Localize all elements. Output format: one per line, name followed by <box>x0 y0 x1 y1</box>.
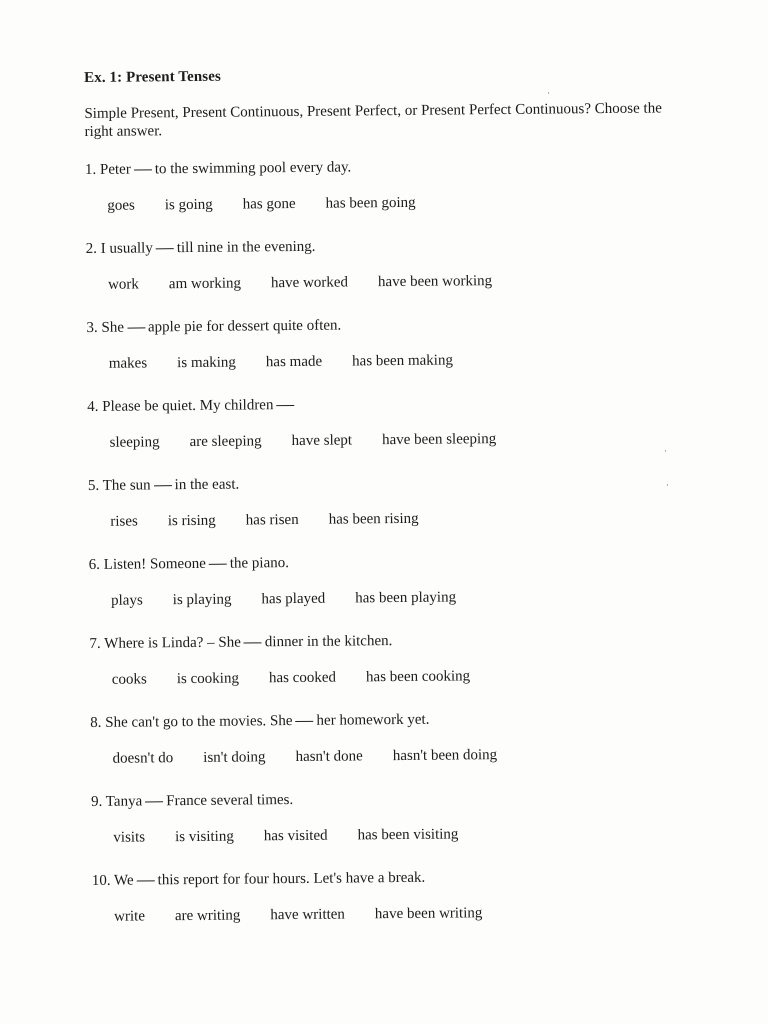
answer-blank[interactable] <box>134 169 152 170</box>
answer-option[interactable]: is playing <box>172 591 232 609</box>
answer-option[interactable]: rises <box>110 513 138 530</box>
question-text-before: Please be quiet. My children <box>102 397 274 415</box>
answer-option[interactable]: am working <box>168 275 242 293</box>
answer-option[interactable]: have been writing <box>374 905 483 923</box>
exercise-title: Ex. 1: Present Tenses <box>84 68 221 86</box>
question-text-before: The sun <box>102 477 151 494</box>
answer-option[interactable]: has been making <box>352 352 454 370</box>
question-text-after: till nine in the evening. <box>176 238 316 257</box>
answer-option[interactable]: have been working <box>377 273 493 291</box>
answer-option[interactable]: are writing <box>174 907 241 925</box>
answer-blank[interactable] <box>137 880 155 881</box>
scan-speck: · <box>664 446 667 456</box>
exercise-sheet <box>84 64 672 951</box>
answer-blank[interactable] <box>209 564 227 565</box>
answer-option[interactable]: has been rising <box>328 510 419 528</box>
answer-options <box>110 511 448 531</box>
question-item <box>87 392 668 477</box>
answer-option[interactable]: hasn't been doing <box>392 747 498 765</box>
question-text-before: She <box>101 319 125 336</box>
answer-option[interactable]: has visited <box>263 827 328 845</box>
answer-blank[interactable] <box>276 405 294 406</box>
answer-option[interactable]: has gone <box>242 195 296 213</box>
answer-option[interactable]: makes <box>108 355 148 372</box>
scan-speck: · <box>666 480 669 490</box>
question-item <box>88 471 669 556</box>
answer-option[interactable]: write <box>114 908 146 925</box>
question-text-after: in the east. <box>174 476 240 494</box>
question-text-after: her homework yet. <box>316 711 430 729</box>
question-number: 9. <box>90 793 103 810</box>
answer-option[interactable]: doesn't do <box>112 750 174 767</box>
answer-options <box>113 747 528 768</box>
answer-options <box>108 273 522 294</box>
question-text-after: France several times. <box>166 792 294 810</box>
question-number: 8. <box>90 714 102 731</box>
question-item <box>90 708 671 793</box>
question-item <box>91 787 672 872</box>
question-text-before: Peter <box>99 161 131 178</box>
question-text-after: apple pie for dessert quite often. <box>147 317 342 336</box>
question-item <box>89 550 670 635</box>
question-number: 3. <box>86 319 98 336</box>
answer-option[interactable]: has been playing <box>355 589 457 607</box>
question-text-before: We <box>113 872 134 889</box>
answer-option[interactable]: is going <box>164 196 213 214</box>
answer-blank[interactable] <box>296 721 314 722</box>
answer-options <box>107 195 445 215</box>
answer-options <box>109 352 483 373</box>
answer-option[interactable]: isn't doing <box>203 749 266 766</box>
answer-option[interactable]: sleeping <box>109 434 160 451</box>
answer-option[interactable]: has played <box>261 590 326 608</box>
question-text-before: Listen! Someone <box>103 555 206 573</box>
answer-option[interactable]: have worked <box>270 274 349 292</box>
answer-option[interactable]: are sleeping <box>189 433 262 451</box>
answer-blank[interactable] <box>145 801 163 802</box>
question-item <box>86 234 667 319</box>
question-number: 2. <box>85 240 98 257</box>
answer-option[interactable]: has risen <box>245 511 299 529</box>
answer-option[interactable]: has been cooking <box>365 668 471 686</box>
answer-option[interactable]: visits <box>113 829 146 846</box>
question-item <box>89 629 670 714</box>
answer-option[interactable]: has been going <box>325 194 416 212</box>
answer-option[interactable]: plays <box>111 592 143 609</box>
question-item <box>86 313 667 398</box>
answer-option[interactable]: have written <box>270 906 345 924</box>
answer-option[interactable]: is visiting <box>174 828 234 846</box>
answer-options <box>112 668 500 689</box>
question-text-before: She can't go to the movies. She <box>105 713 293 731</box>
question-text-after: the piano. <box>229 555 290 572</box>
answer-option[interactable]: goes <box>107 197 135 214</box>
answer-option[interactable]: work <box>107 276 139 293</box>
question-number: 1. <box>84 161 97 178</box>
question-text-after: this report for four hours. Let's have a break. <box>157 869 426 889</box>
answer-option[interactable]: have slept <box>291 432 353 450</box>
answer-option[interactable]: has been visiting <box>357 826 459 844</box>
question-text-before: Tanya <box>105 793 143 810</box>
question-number: 4. <box>87 398 99 415</box>
question-list <box>85 155 673 951</box>
answer-blank[interactable] <box>154 485 172 486</box>
answer-options <box>113 826 488 847</box>
question-stem <box>85 155 665 179</box>
answer-options <box>110 431 527 452</box>
scan-speck: · <box>547 88 550 98</box>
question-text-before: Where is Linda? – She <box>104 634 241 652</box>
answer-blank[interactable] <box>127 327 145 328</box>
answer-option[interactable]: has made <box>265 353 323 371</box>
answer-option[interactable]: is making <box>177 354 236 372</box>
question-text-before: I usually <box>100 240 153 257</box>
answer-option[interactable]: is cooking <box>176 670 240 688</box>
question-number: 10. <box>91 872 111 889</box>
question-text-after: dinner in the kitchen. <box>264 633 393 651</box>
answer-blank[interactable] <box>156 248 174 249</box>
question-item <box>85 155 666 240</box>
answer-option[interactable]: is rising <box>167 512 216 530</box>
answer-option[interactable]: has cooked <box>268 669 337 687</box>
exercise-instructions: Simple Present, Present Continuous, Present Perfect, or Present Perfect Continuous? Choose the right answer. <box>84 100 662 140</box>
question-number: 7. <box>89 635 101 652</box>
answer-option[interactable]: cooks <box>111 671 147 688</box>
answer-option[interactable]: hasn't done <box>295 748 363 766</box>
answer-options <box>111 589 486 610</box>
answer-options <box>114 905 512 926</box>
question-item <box>92 866 673 951</box>
answer-option[interactable]: have been sleeping <box>381 431 497 449</box>
answer-blank[interactable] <box>244 642 262 643</box>
question-text-after: to the swimming pool every day. <box>154 159 352 178</box>
question-number: 6. <box>88 556 101 573</box>
question-number: 5. <box>87 477 100 494</box>
